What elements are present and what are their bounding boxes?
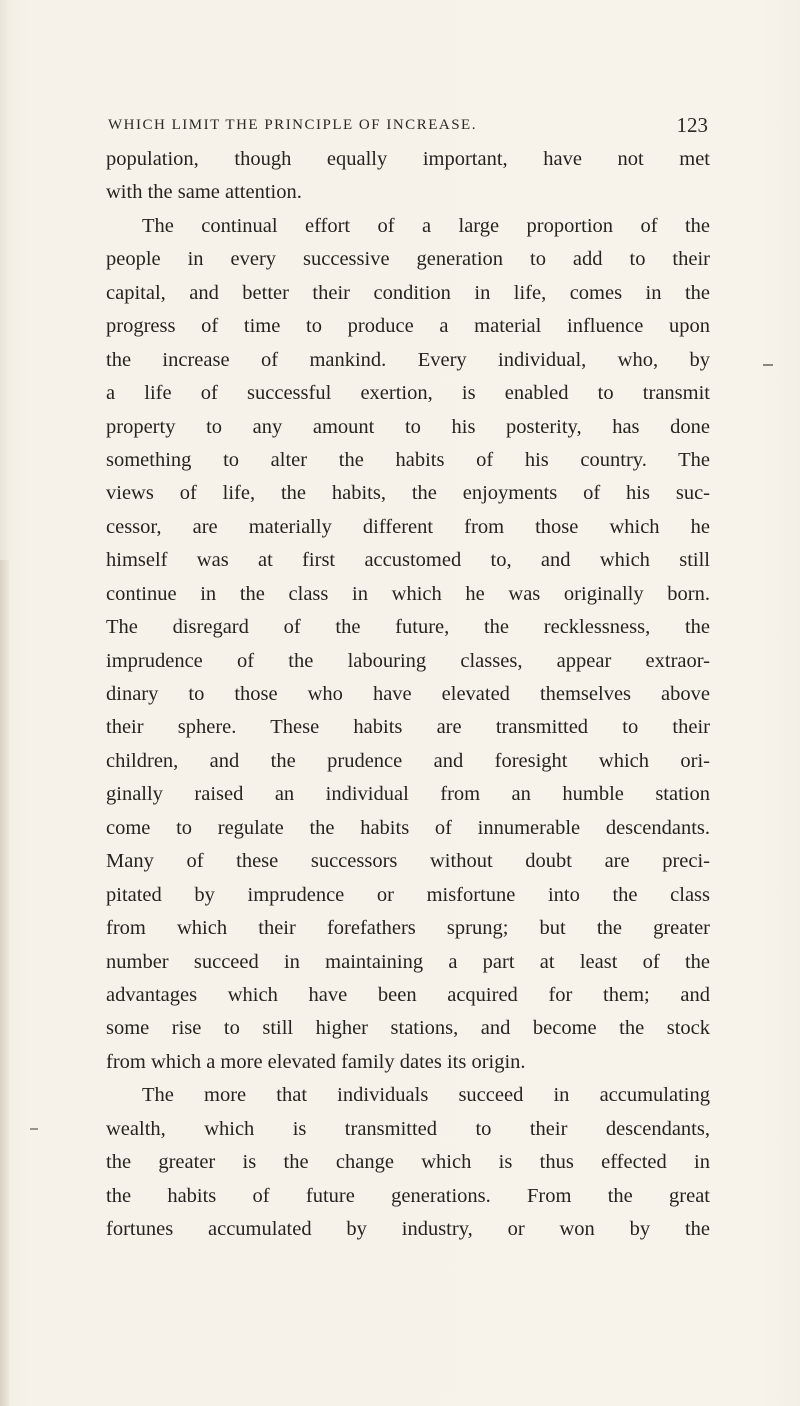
text-line: the habits of future generations. From the great	[106, 1184, 710, 1207]
text-line: children, and the prudence and foresight which ori-	[106, 749, 710, 772]
text-line: advantages which have been acquired for them; and	[106, 983, 710, 1006]
text-line: wealth, which is transmitted to their descendants,	[106, 1117, 710, 1140]
text-line: population, though equally important, have not met	[106, 148, 710, 170]
text-line: pitated by imprudence or misfortune into the class	[106, 883, 710, 906]
margin-mark	[763, 364, 773, 366]
running-head: WHICH LIMIT THE PRINCIPLE OF INCREASE.	[108, 117, 477, 133]
page-number: 123	[676, 113, 708, 137]
text-line: come to regulate the habits of innumerable descendants.	[106, 816, 710, 839]
text-line: from which a more elevated family dates its origin.	[106, 1050, 526, 1073]
text-line: Many of these successors without doubt are preci-	[106, 850, 710, 873]
text-line: views of life, the habits, the enjoyments of his suc-	[106, 482, 710, 505]
text-line: continue in the class in which he was originally born.	[106, 582, 710, 605]
text-line: the increase of mankind. Every individual, who, by	[106, 348, 710, 371]
text-line: The more that individuals succeed in accumulating	[142, 1084, 710, 1107]
text-line: imprudence of the labouring classes, appear extraor-	[106, 649, 710, 672]
text-line: capital, and better their condition in life, comes in the	[106, 281, 710, 304]
text-line: The disregard of the future, the recklessness, the	[106, 616, 710, 639]
text-line: himself was at first accustomed to, and which still	[106, 549, 710, 572]
text-line: number succeed in maintaining a part at least of the	[106, 950, 710, 973]
text-line: some rise to still higher stations, and become the stock	[106, 1017, 710, 1040]
text-line: ginally raised an individual from an humble station	[106, 783, 710, 806]
text-line: a life of successful exertion, is enabled to transmit	[106, 382, 710, 405]
text-line: fortunes accumulated by industry, or won by the	[106, 1218, 710, 1240]
text-line: people in every successive generation to add to their	[106, 248, 710, 271]
page-gutter-shadow	[0, 560, 9, 1406]
text-line: their sphere. These habits are transmitted to their	[106, 716, 710, 739]
text-line: The continual effort of a large proportion of the	[142, 214, 710, 237]
text-line: cessor, are materially different from those which he	[106, 515, 710, 538]
text-line: something to alter the habits of his country. The	[106, 448, 710, 471]
page-header	[108, 113, 708, 139]
text-line: progress of time to produce a material influence upon	[106, 315, 710, 338]
text-line: with the same attention.	[106, 181, 302, 204]
body-text	[106, 143, 710, 1246]
margin-mark	[30, 1128, 38, 1130]
text-line: dinary to those who have elevated themselves above	[106, 683, 710, 705]
text-line: property to any amount to his posterity, has done	[106, 415, 710, 438]
text-line: from which their forefathers sprung; but the greater	[106, 917, 710, 940]
text-line: the greater is the change which is thus effected in	[106, 1151, 710, 1174]
